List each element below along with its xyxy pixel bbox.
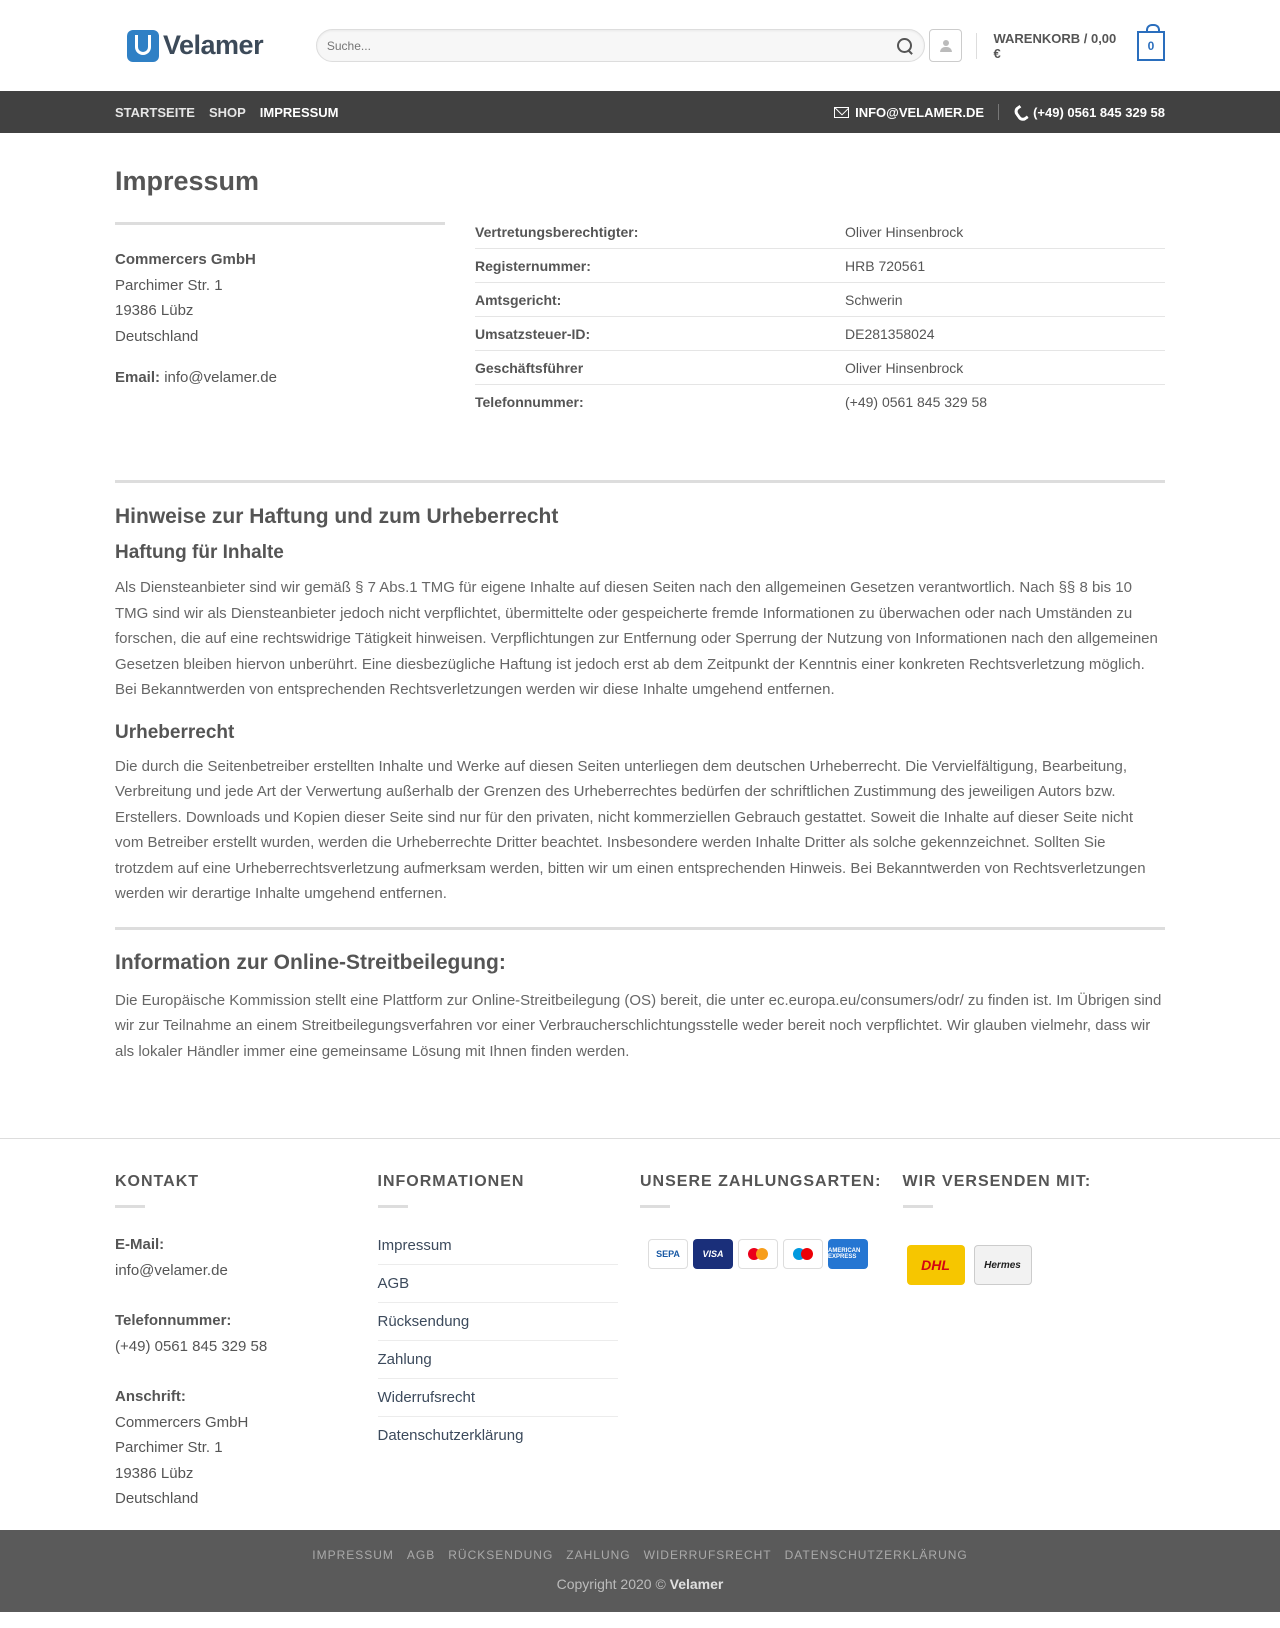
- address-street: Parchimer Str. 1: [115, 276, 223, 294]
- nav-impressum[interactable]: IMPRESSUM: [259, 104, 339, 120]
- footer-email-label: E-Mail:: [115, 1236, 165, 1253]
- bottom-link-impressum[interactable]: IMPRESSUM: [312, 1548, 394, 1562]
- cart-label: WARENKORB / 0,00 €: [993, 30, 1117, 61]
- search-input[interactable]: [327, 39, 897, 53]
- maestro-icon: [783, 1239, 823, 1269]
- footer-bottom-bar: [0, 1530, 1280, 1612]
- content-liability-heading: Haftung für Inhalte: [115, 542, 284, 563]
- company-info-table: [475, 215, 1165, 419]
- user-icon: [940, 40, 952, 52]
- contact-divider: [998, 104, 999, 120]
- footer-address-label: Anschrift:: [115, 1388, 186, 1405]
- section-divider: [115, 480, 1165, 483]
- footer-kontakt: [115, 1173, 378, 1537]
- footer-kontakt-title: KONTAKT: [115, 1173, 200, 1190]
- footer-rule: [903, 1205, 933, 1208]
- phone-icon: [1013, 105, 1027, 119]
- footer-rule: [378, 1205, 408, 1208]
- main-navigation: [0, 91, 1280, 133]
- info-label: Umsatzsteuer-ID:: [475, 325, 591, 342]
- info-value: Schwerin: [845, 291, 903, 308]
- search-bar: [316, 29, 926, 62]
- address-email-label: Email:: [115, 369, 161, 386]
- footer-informationen-title: INFORMATIONEN: [377, 1173, 525, 1190]
- table-row: [475, 385, 1165, 419]
- copyright: [0, 1576, 1280, 1592]
- footer-zahlungsarten-title: UNSERE ZAHLUNGSARTEN:: [640, 1173, 882, 1190]
- search-icon[interactable]: [896, 37, 914, 55]
- footer-phone-label: Telefonnummer:: [115, 1312, 232, 1329]
- footer-company: Commercers GmbH: [115, 1413, 249, 1431]
- bottom-link-datenschutz[interactable]: DATENSCHUTZERKLÄRUNG: [784, 1548, 968, 1562]
- footer-country: Deutschland: [115, 1490, 199, 1507]
- site-header: [0, 0, 1280, 91]
- site-logo[interactable]: [127, 30, 316, 62]
- table-row: [475, 215, 1165, 249]
- hermes-icon: Hermes: [974, 1245, 1032, 1285]
- bottom-link-zahlung[interactable]: ZAHLUNG: [566, 1548, 631, 1562]
- footer-zahlungsarten: [640, 1173, 903, 1537]
- cart-link[interactable]: [993, 31, 1165, 61]
- footer-rule: [640, 1205, 670, 1208]
- mastercard-icon: [738, 1239, 778, 1269]
- logo-text: Velamer: [163, 30, 264, 60]
- address-email: [115, 369, 445, 386]
- main-content: [115, 166, 1165, 1064]
- footer-city: 19386 Lübz: [115, 1464, 194, 1482]
- footer-link-widerrufsrecht[interactable]: Widerrufsrecht: [378, 1379, 618, 1417]
- table-row: [475, 317, 1165, 351]
- odr-text: Die Europäische Kommission stellt eine Plattform zur Online-Streitbeilegung (OS) bereit, die unter ec.europa.eu/consumers/odr/ zu finden ist. Im Übrigen sind wir zur Teilnahme an einem Streitbeilegungsverfahren vor einer Verbraucherschlichtungsstelle weder bereit noch verpflichtet. Wir glauben vielmehr, dass wir als lokaler Händler immer eine gemeinsame Lösung mit Ihnen finden werden.: [115, 991, 1162, 1060]
- info-label: Registernummer:: [475, 257, 591, 274]
- info-label: Vertretungsberechtigter:: [475, 223, 639, 240]
- footer-rule: [115, 1205, 145, 1208]
- info-label: Amtsgericht:: [475, 291, 562, 308]
- page-title: Impressum: [115, 166, 260, 196]
- copyright-prefix: Copyright 2020 ©: [556, 1576, 666, 1592]
- nav-startseite[interactable]: STARTSEITE: [115, 104, 195, 120]
- nav-shop[interactable]: SHOP: [208, 104, 246, 120]
- sepa-icon: SEPA: [648, 1239, 688, 1269]
- header-divider: [976, 33, 977, 59]
- company-address: [115, 208, 445, 419]
- footer-link-datenschutz[interactable]: Datenschutzerklärung: [377, 1427, 524, 1444]
- footer-versand: [903, 1173, 1166, 1537]
- visa-icon: VISA: [693, 1239, 733, 1269]
- envelope-icon: [834, 107, 849, 118]
- address-city: 19386 Lübz: [115, 302, 194, 319]
- bottom-link-widerrufsrecht[interactable]: WIDERRUFSRECHT: [643, 1548, 772, 1562]
- section-divider: [115, 927, 1165, 930]
- table-row: [475, 351, 1165, 385]
- footer-street: Parchimer Str. 1: [115, 1439, 223, 1456]
- nav-phone-link[interactable]: [1013, 105, 1165, 120]
- info-value: (+49) 0561 845 329 58: [845, 394, 988, 410]
- copyright-text: Die durch die Seitenbetreiber erstellten Inhalte und Werke auf diesen Seiten unterliegen dem deutschen Urheberrecht. Die Vervielfältigung, Bearbeitung, Verbreitung und jede Art der Verwertung außerhalb der Grenzen des Urheberrechtes bedürfen der schriftlichen Zustimmung des jeweiligen Autors bzw. Erstellers. Downloads und Kopien dieser Seite sind nur für den privaten, nicht kommerziellen Gebrauch gestattet. Soweit die Inhalte auf dieser Seite nicht vom Betreiber erstellt wurden, werden die Urheberrechte Dritter beachtet. Insbesondere werden Inhalte Dritter als solche gekennzeichnet. Sollten Sie trotzdem auf eine Urheberrechtsverletzung aufmerksam werden, bitten wir um einen entsprechenden Hinweis. Bei Bekanntwerden von Rechtsverletzungen werden wir derartige Inhalte umgehend entfernen.: [115, 757, 1146, 902]
- table-row: [475, 249, 1165, 283]
- footer-link-zahlung[interactable]: Zahlung: [378, 1341, 618, 1379]
- footer-versand-title: WIR VERSENDEN MIT:: [902, 1173, 1092, 1190]
- liability-heading: Hinweise zur Haftung und zum Urheberrecht: [115, 505, 559, 528]
- footer-informationen: [378, 1173, 641, 1537]
- info-label: Geschäftsführer: [475, 359, 584, 376]
- odr-heading: Information zur Online-Streitbeilegung:: [115, 950, 506, 974]
- amex-icon: AMERICAN EXPRESS: [828, 1239, 868, 1269]
- content-liability-text: Als Diensteanbieter sind wir gemäß § 7 Abs.1 TMG für eigene Inhalte auf diesen Seiten nach den allgemeinen Gesetzen verantwortlich. Nach §§ 8 bis 10 TMG sind wir als Diensteanbieter jedoch nicht verpflichtet, übermittelte oder gespeicherte fremde Informationen zu überwachen oder nach Umständen zu forschen, die auf eine rechtswidrige Tätigkeit hinweisen. Verpflichtungen zur Entfernung oder Sperrung der Nutzung von Informationen nach den allgemeinen Gesetzen bleiben hiervon unberührt. Eine diesbezügliche Haftung ist jedoch erst ab dem Zeitpunkt der Kenntnis einer konkreten Rechtsverletzung möglich. Bei Bekanntwerden von entsprechenden Rechtsverletzungen werden wir diese Inhalte umgehend entfernen.: [115, 579, 1158, 698]
- info-value: DE281358024: [845, 325, 935, 342]
- footer-link-impressum[interactable]: Impressum: [378, 1227, 618, 1265]
- bottom-link-agb[interactable]: AGB: [406, 1548, 436, 1562]
- info-value: Oliver Hinsenbrock: [845, 223, 964, 240]
- velamer-logo-icon: [127, 30, 159, 62]
- info-value: Oliver Hinsenbrock: [845, 359, 964, 376]
- account-button[interactable]: [929, 29, 962, 62]
- address-email-value: info@velamer.de: [164, 369, 277, 386]
- footer-email: info@velamer.de: [115, 1261, 228, 1279]
- bottom-link-ruecksendung[interactable]: RÜCKSENDUNG: [448, 1548, 554, 1562]
- dhl-icon: DHL: [907, 1245, 965, 1285]
- nav-phone-text: (+49) 0561 845 329 58: [1033, 104, 1165, 120]
- copyright-brand: Velamer: [669, 1576, 724, 1592]
- address-company: Commercers GmbH: [115, 251, 256, 268]
- address-country: Deutschland: [115, 327, 199, 345]
- table-row: [475, 283, 1165, 317]
- copyright-heading: Urheberrecht: [115, 721, 235, 743]
- nav-email-text: INFO@VELAMER.DE: [855, 104, 985, 120]
- info-label: Telefonnummer:: [475, 394, 584, 410]
- nav-email-link[interactable]: [834, 105, 984, 120]
- footer-phone: (+49) 0561 845 329 58: [115, 1337, 268, 1355]
- info-value: HRB 720561: [845, 257, 926, 274]
- footer-link-ruecksendung[interactable]: Rücksendung: [378, 1303, 618, 1341]
- cart-count-badge: 0: [1137, 31, 1165, 61]
- address-rule: [115, 222, 445, 225]
- footer-link-agb[interactable]: AGB: [378, 1265, 618, 1303]
- site-footer: [0, 1138, 1280, 1530]
